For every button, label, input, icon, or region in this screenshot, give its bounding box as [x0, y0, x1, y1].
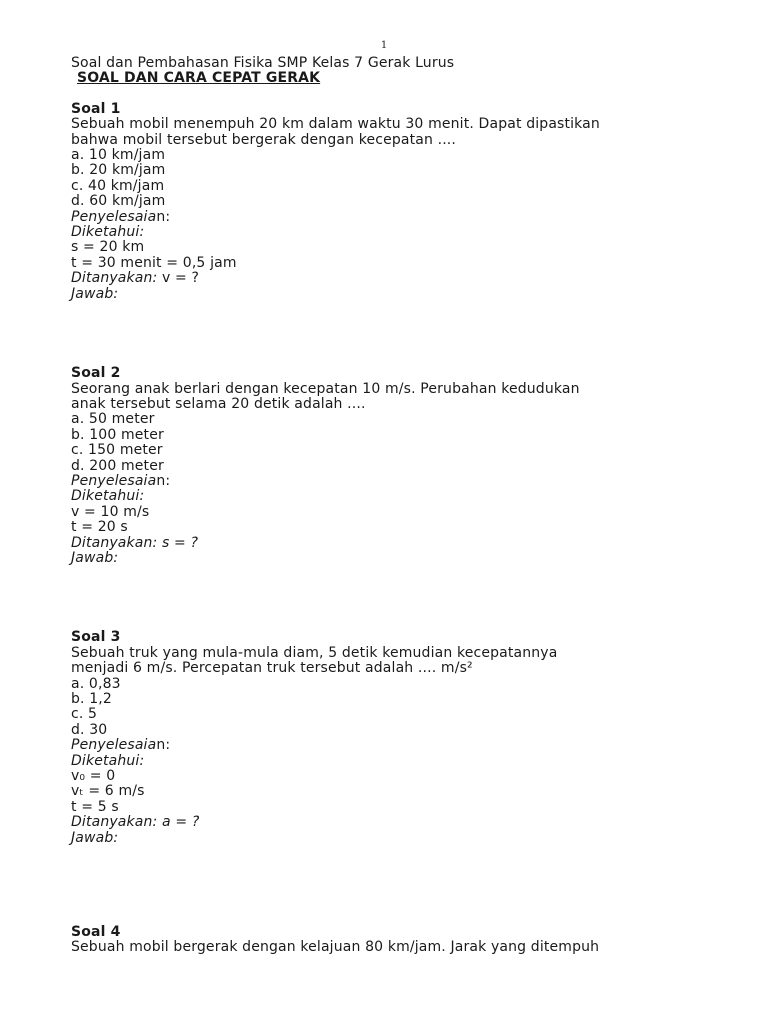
penyelesaian-label-end: n: — [156, 737, 171, 754]
soal-1-option-d: d. 60 km/jam — [71, 193, 166, 210]
ditanyakan-value: s = ? — [157, 534, 199, 551]
soal-3-section — [71, 630, 691, 846]
penyelesaian-label: Penyelesaia — [71, 737, 157, 754]
ditanyakan-label: Ditanyakan: — [71, 814, 158, 831]
soal-3-option-b: b. 1,2 — [71, 691, 112, 707]
soal-2-diketahui: Diketahui: — [71, 488, 145, 505]
soal-4-section — [71, 925, 691, 956]
soal-1-question-line-2: bahwa mobil tersebut bergerak dengan kecepatan .... — [71, 131, 457, 148]
document-body — [71, 56, 691, 956]
penyelesaian-label: Penyelesaia — [71, 472, 157, 489]
soal-2-section — [71, 366, 691, 566]
soal-2-known-2: t = 20 s — [71, 519, 128, 536]
soal-2-question-line-2: anak tersebut selama 20 detik adalah .... — [71, 395, 366, 412]
soal-1-option-a: a. 10 km/jam — [71, 147, 166, 164]
soal-3-penyelesaian — [71, 738, 691, 753]
spacer — [71, 87, 691, 102]
soal-1-penyelesaian — [71, 210, 691, 225]
soal-3-question-line-2: menjadi 6 m/s. Percepatan truk tersebut adalah .... m/s² — [71, 660, 473, 677]
soal-1-option-c: c. 40 km/jam — [71, 177, 165, 194]
soal-1-option-b: b. 20 km/jam — [71, 162, 166, 179]
soal-2-option-c: c. 150 meter — [71, 442, 163, 459]
soal-4-title: Soal 4 — [71, 924, 121, 941]
soal-2-ditanyakan — [71, 536, 691, 551]
soal-4-question-line-1: Sebuah mobil bergerak dengan kelajuan 80 km/jam. Jarak yang ditempuh — [71, 939, 600, 956]
soal-2-title: Soal 2 — [71, 365, 121, 382]
soal-3-option-d: d. 30 — [71, 721, 108, 738]
spacer — [71, 846, 691, 925]
spacer — [71, 302, 691, 366]
soal-2-jawab: Jawab: — [71, 549, 119, 566]
penyelesaian-label-end: n: — [156, 472, 171, 489]
soal-1-known-2: t = 30 menit = 0,5 jam — [71, 254, 237, 271]
penyelesaian-label-end: n: — [156, 208, 171, 225]
soal-1-ditanyakan — [71, 271, 691, 286]
soal-2-penyelesaian — [71, 474, 691, 489]
soal-3-known-2: vₜ = 6 m/s — [71, 783, 145, 800]
soal-2-option-d: d. 200 meter — [71, 457, 164, 474]
soal-3-title: Soal 3 — [71, 629, 121, 646]
soal-3-question-line-1: Sebuah truk yang mula-mula diam, 5 detik kemudian kecepatannya — [71, 644, 558, 661]
soal-1-title: Soal 1 — [71, 100, 121, 117]
soal-3-known-1: v₀ = 0 — [71, 768, 116, 785]
ditanyakan-label: Ditanyakan: — [71, 270, 158, 287]
page-number: 1 — [380, 40, 388, 51]
soal-2-option-b: b. 100 meter — [71, 426, 164, 443]
soal-2-option-a: a. 50 meter — [71, 411, 155, 428]
ditanyakan-value: v = ? — [157, 270, 200, 287]
soal-2-known-1: v = 10 m/s — [71, 503, 150, 520]
soal-1-diketahui: Diketahui: — [71, 224, 145, 241]
ditanyakan-value: a = ? — [157, 814, 200, 831]
soal-1-question-line-1: Sebuah mobil menempuh 20 km dalam waktu 30 menit. Dapat dipastikan — [71, 116, 600, 133]
soal-3-ditanyakan — [71, 815, 691, 830]
spacer — [71, 566, 691, 630]
ditanyakan-label: Ditanyakan: — [71, 534, 158, 551]
document-subtitle: SOAL DAN CARA CEPAT GERAK — [77, 70, 321, 87]
document-title: Soal dan Pembahasan Fisika SMP Kelas 7 Gerak Lurus — [71, 55, 455, 71]
soal-3-diketahui: Diketahui: — [71, 752, 145, 769]
soal-3-option-c: c. 5 — [71, 706, 98, 723]
penyelesaian-label: Penyelesaia — [71, 208, 157, 225]
soal-3-known-3: t = 5 s — [71, 798, 119, 815]
soal-1-known-1: s = 20 km — [71, 239, 145, 256]
soal-3-jawab: Jawab: — [71, 829, 119, 846]
soal-3-option-a: a. 0,83 — [71, 675, 121, 692]
soal-1-section — [71, 102, 691, 302]
soal-1-jawab: Jawab: — [71, 285, 119, 302]
soal-2-question-line-1: Seorang anak berlari dengan kecepatan 10 m/s. Perubahan kedudukan — [71, 380, 580, 397]
